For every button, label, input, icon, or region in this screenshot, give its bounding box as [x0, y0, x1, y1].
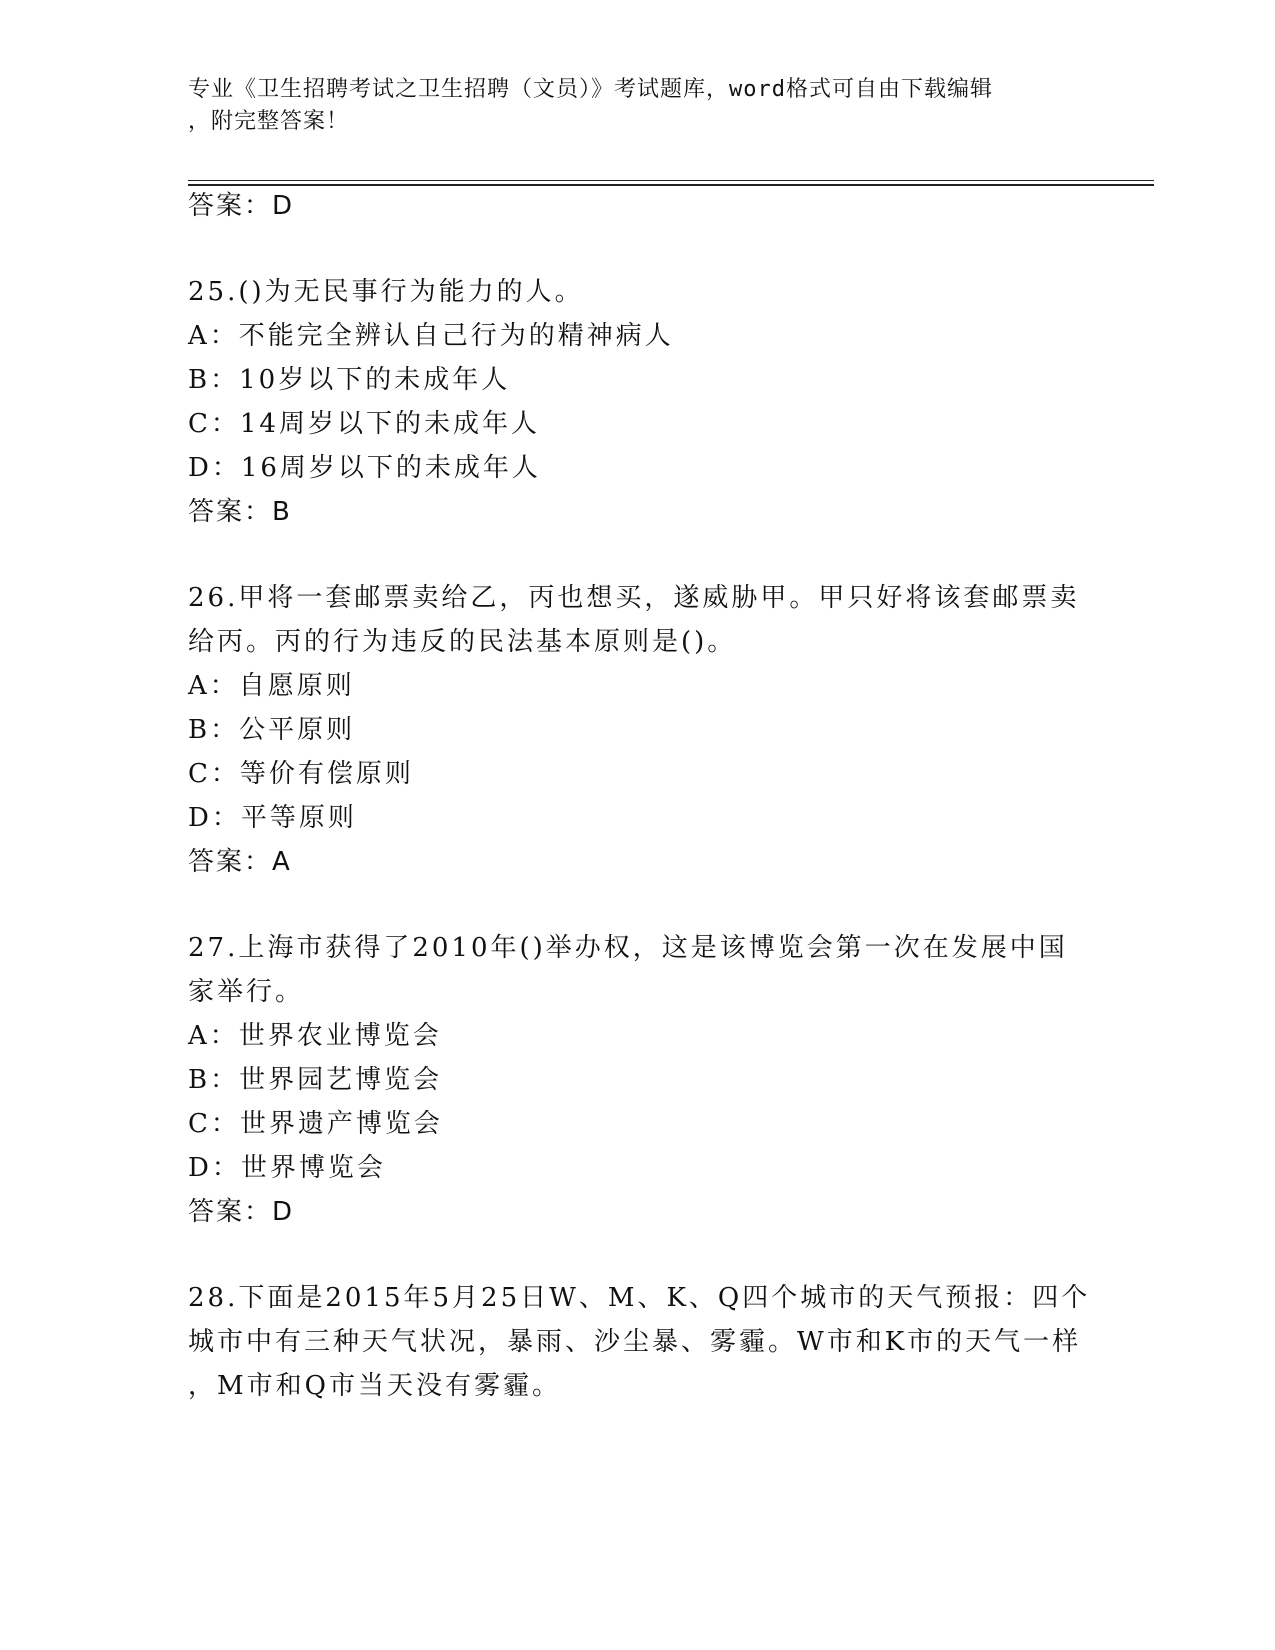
question-25-option-a: A：不能完全辨认自己行为的精神病人	[188, 321, 674, 351]
question-28-stem-line-3: ，M市和Q市当天没有雾霾。	[188, 1371, 561, 1401]
question-26-answer: 答案：A	[188, 847, 292, 877]
question-25-stem: 25.()为无民事行为能力的人。	[188, 277, 584, 307]
question-26-stem-line-2: 给丙。丙的行为违反的民法基本原则是()。	[188, 627, 737, 657]
question-27-option-b: B：世界园艺博览会	[188, 1065, 443, 1095]
question-26-option-c: C：等价有偿原则	[188, 759, 414, 789]
question-25-option-c: C：14周岁以下的未成年人	[188, 409, 540, 439]
answer-previous: 答案：D	[188, 191, 295, 221]
question-26-stem-line-1: 26.甲将一套邮票卖给乙，丙也想买，遂威胁甲。甲只好将该套邮票卖	[188, 583, 1080, 613]
question-25-option-d: D：16周岁以下的未成年人	[188, 453, 541, 483]
header-line-2: ，附完整答案！	[188, 109, 350, 134]
question-26-option-d: D：平等原则	[188, 803, 357, 833]
question-25-answer: 答案：B	[188, 497, 292, 527]
question-27-stem-line-1: 27.上海市获得了2010年()举办权，这是该博览会第一次在发展中国	[188, 933, 1068, 963]
header-divider-thick	[188, 184, 1154, 186]
header-line-1: 专业《卫生招聘考试之卫生招聘（文员）》考试题库，word格式可自由下载编辑	[188, 77, 993, 102]
question-28-stem-line-1: 28.下面是2015年5月25日W、M、K、Q四个城市的天气预报：四个	[188, 1283, 1091, 1313]
question-27-option-d: D：世界博览会	[188, 1153, 386, 1183]
question-25-option-b: B：10岁以下的未成年人	[188, 365, 511, 395]
question-27-answer: 答案：D	[188, 1197, 295, 1227]
document-header	[188, 74, 1088, 138]
question-27-stem-line-2: 家举行。	[188, 977, 305, 1007]
question-28-stem-line-2: 城市中有三种天气状况，暴雨、沙尘暴、雾霾。W市和K市的天气一样	[188, 1327, 1082, 1357]
question-27-option-c: C：世界遗产博览会	[188, 1109, 443, 1139]
header-divider-thin	[188, 180, 1154, 181]
question-27-option-a: A：世界农业博览会	[188, 1021, 442, 1051]
question-26-option-a: A：自愿原则	[188, 671, 355, 701]
question-26-option-b: B：公平原则	[188, 715, 356, 745]
